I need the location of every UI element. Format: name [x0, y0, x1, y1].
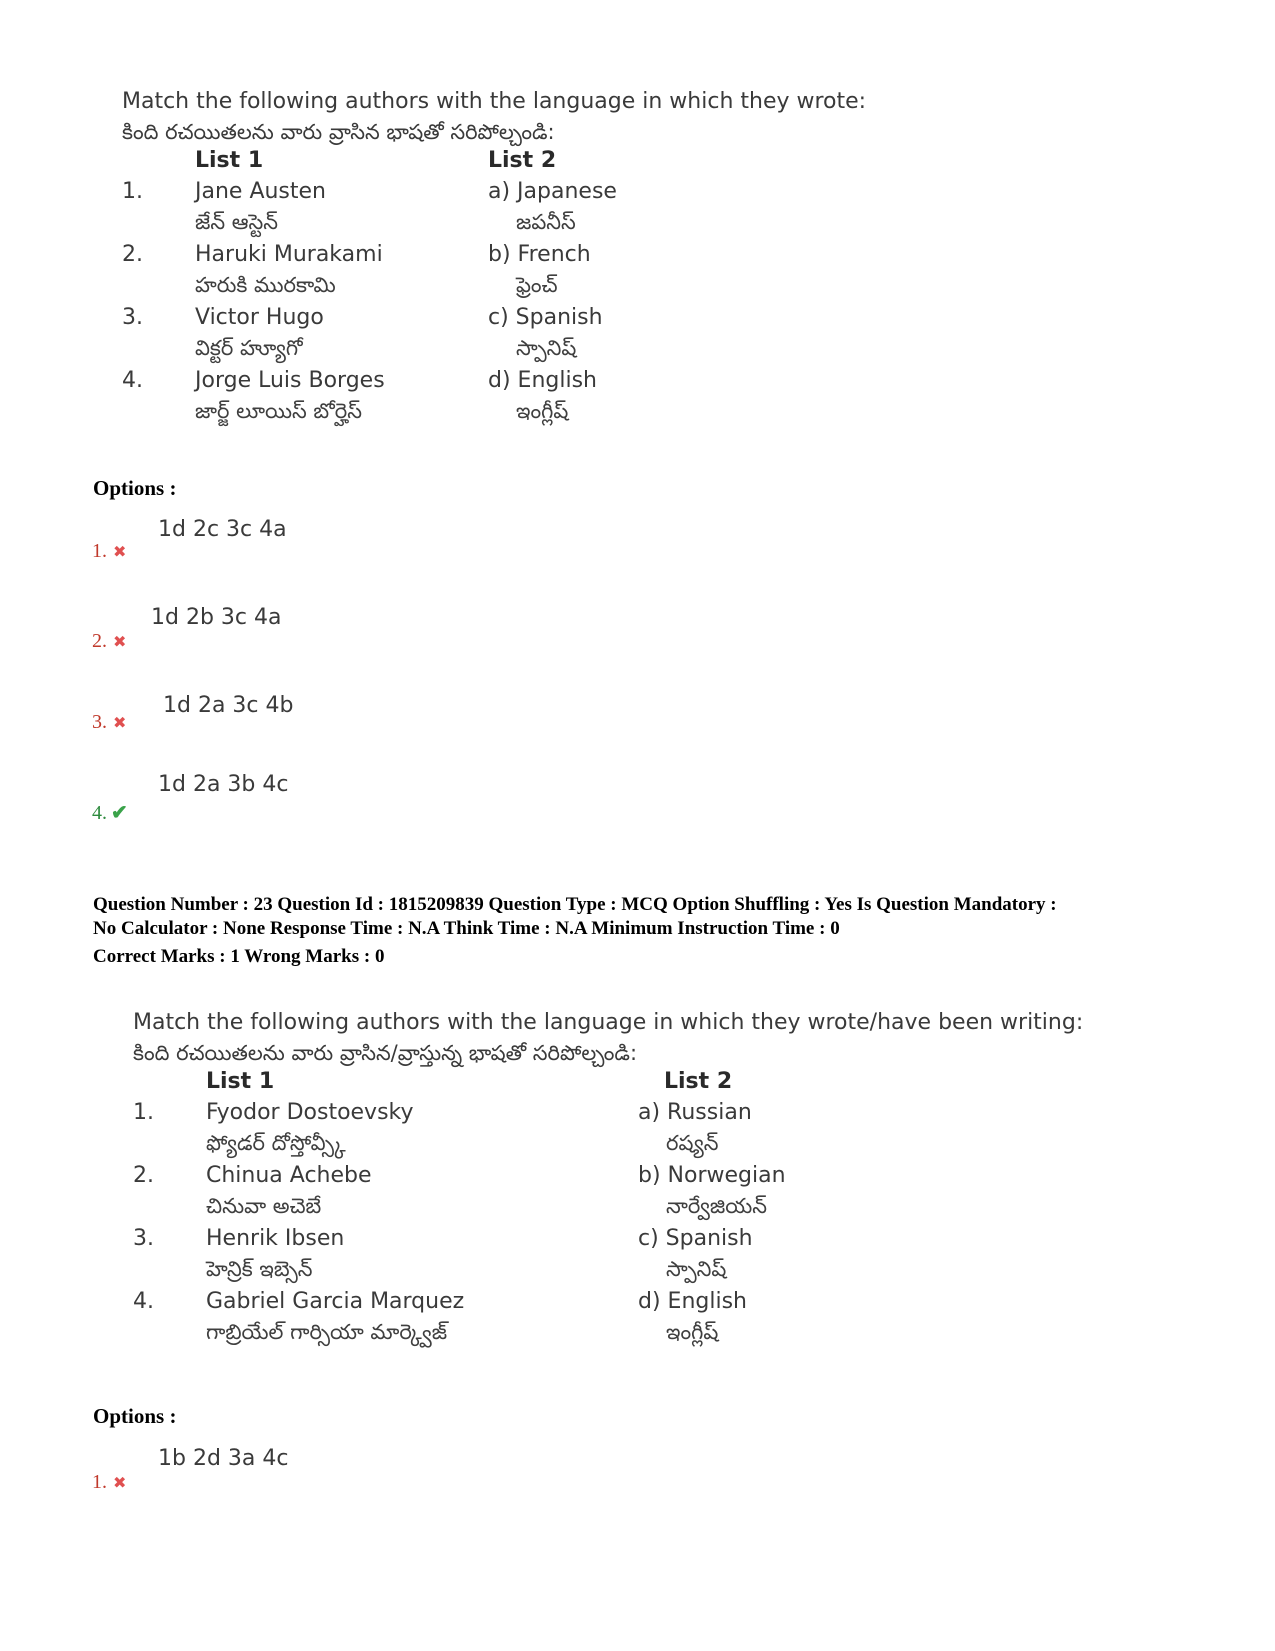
option-number: 4. [92, 802, 107, 824]
q23-author: Gabriel Garcia Marquez [206, 1289, 465, 1314]
q23-author: Fyodor Dostoevsky [206, 1100, 414, 1125]
q22-question-block [122, 86, 867, 423]
q22-row-number: 3. [122, 305, 143, 330]
q22-author: Victor Hugo [195, 305, 324, 330]
q22-option-2-label [92, 630, 126, 653]
q22-stem-english: Match the following authors with the language in which they wrote: [122, 89, 867, 114]
q23-language: c) Spanish [638, 1226, 753, 1251]
q22-language: c) Spanish [488, 305, 603, 330]
q22-author-telugu: విక్టర్ హ్యూగో [195, 336, 303, 360]
q22-row-number: 1. [122, 179, 143, 204]
q23-option-text[interactable]: 1b 2d 3a 4c [158, 1446, 289, 1471]
cross-icon: ✖ [113, 544, 127, 561]
cross-icon: ✖ [113, 634, 127, 651]
q23-row-number: 1. [133, 1100, 154, 1125]
q23-list1-header: List 1 [206, 1069, 275, 1094]
q23-author: Henrik Ibsen [206, 1226, 345, 1251]
q23-author: Chinua Achebe [206, 1163, 372, 1188]
q22-row-number: 4. [122, 368, 143, 393]
q23-language: d) English [638, 1289, 747, 1314]
q22-option-4-label [92, 800, 128, 825]
q22-author-telugu: జార్జ్ లూయిస్ బోర్హెస్ [195, 399, 362, 423]
option-number: 1. [92, 1471, 107, 1493]
q22-option-text[interactable]: 1d 2a 3c 4b [163, 693, 294, 718]
q23-language-telugu: స్పానిష్ [666, 1257, 727, 1281]
q22-option-text[interactable]: 1d 2c 3c 4a [158, 517, 287, 542]
q23-list2-header: List 2 [664, 1069, 733, 1094]
q22-author: Jane Austen [195, 179, 327, 204]
q23-question-block [133, 1007, 1084, 1344]
q22-language-telugu: ఫ్రెంచ్ [516, 273, 558, 297]
q22-language: b) French [488, 242, 591, 267]
q22-row-number: 2. [122, 242, 143, 267]
q22-language-telugu: జపనీస్ [516, 210, 576, 234]
q23-language: a) Russian [638, 1100, 752, 1125]
q22-author-telugu: హరుకి మురకామి [195, 273, 336, 297]
q22-list1-header: List 1 [195, 148, 264, 173]
q23-language: b) Norwegian [638, 1163, 786, 1188]
q23-row-number: 2. [133, 1163, 154, 1188]
q22-option-3-label [92, 711, 126, 734]
q22-option-text[interactable]: 1d 2b 3c 4a [151, 605, 282, 630]
q22-language-telugu: ఇంగ్లీష్ [516, 399, 569, 423]
q23-meta-line1: Question Number : 23 Question Id : 1815209839 Question Type : MCQ Option Shuffling : Yes Is Question Mandatory : [93, 894, 1057, 915]
q23-row-number: 3. [133, 1226, 154, 1251]
q23-author-telugu: చినువా అచెబే [206, 1194, 322, 1218]
q22-author-telugu: జేన్ ఆస్టెన్ [195, 210, 279, 234]
q22-author: Haruki Murakami [195, 242, 383, 267]
q23-stem-telugu: కింది రచయితలను వారు వ్రాసిన/వ్రాస్తున్న భాషతో సరిపోల్చండి: [133, 1041, 638, 1065]
check-icon: ✔ [111, 802, 128, 824]
q23-meta-line3: Correct Marks : 1 Wrong Marks : 0 [93, 946, 385, 967]
option-number: 3. [92, 711, 107, 733]
q22-options-label: Options : [93, 476, 177, 500]
q22-author: Jorge Luis Borges [195, 368, 385, 393]
q23-meta [93, 893, 1213, 969]
q22-language: d) English [488, 368, 597, 393]
q23-options-label: Options : [93, 1404, 177, 1428]
option-number: 2. [92, 630, 107, 652]
q23-language-telugu: ఇంగ్లీష్ [666, 1320, 719, 1344]
q22-list2-header: List 2 [488, 148, 557, 173]
q23-meta-line2: No Calculator : None Response Time : N.A Think Time : N.A Minimum Instruction Time : 0 [93, 918, 840, 939]
q23-option-1-label [92, 1471, 126, 1494]
q23-language-telugu: రష్యన్ [666, 1131, 719, 1155]
q23-language-telugu: నార్వేజియన్ [666, 1194, 767, 1218]
q23-author-telugu: గాబ్రియేల్ గార్సియా మార్క్వెజ్ [206, 1320, 448, 1344]
cross-icon: ✖ [113, 715, 127, 732]
q23-author-telugu: ఫ్యోడర్ దోస్తోవ్స్కీ [206, 1131, 346, 1155]
q22-option-text[interactable]: 1d 2a 3b 4c [158, 772, 289, 797]
q22-language-telugu: స్పానిష్ [516, 336, 577, 360]
cross-icon: ✖ [113, 1475, 127, 1492]
q22-stem-telugu: కింది రచయితలను వారు వ్రాసిన భాషతో సరిపోల్చండి: [122, 120, 555, 144]
q22-option-1-label [92, 540, 126, 563]
option-number: 1. [92, 540, 107, 562]
q23-author-telugu: హెన్రిక్ ఇబ్సెన్ [206, 1257, 313, 1281]
q23-row-number: 4. [133, 1289, 154, 1314]
q22-language: a) Japanese [488, 179, 617, 204]
q23-stem-english: Match the following authors with the language in which they wrote/have been writing: [133, 1010, 1084, 1035]
